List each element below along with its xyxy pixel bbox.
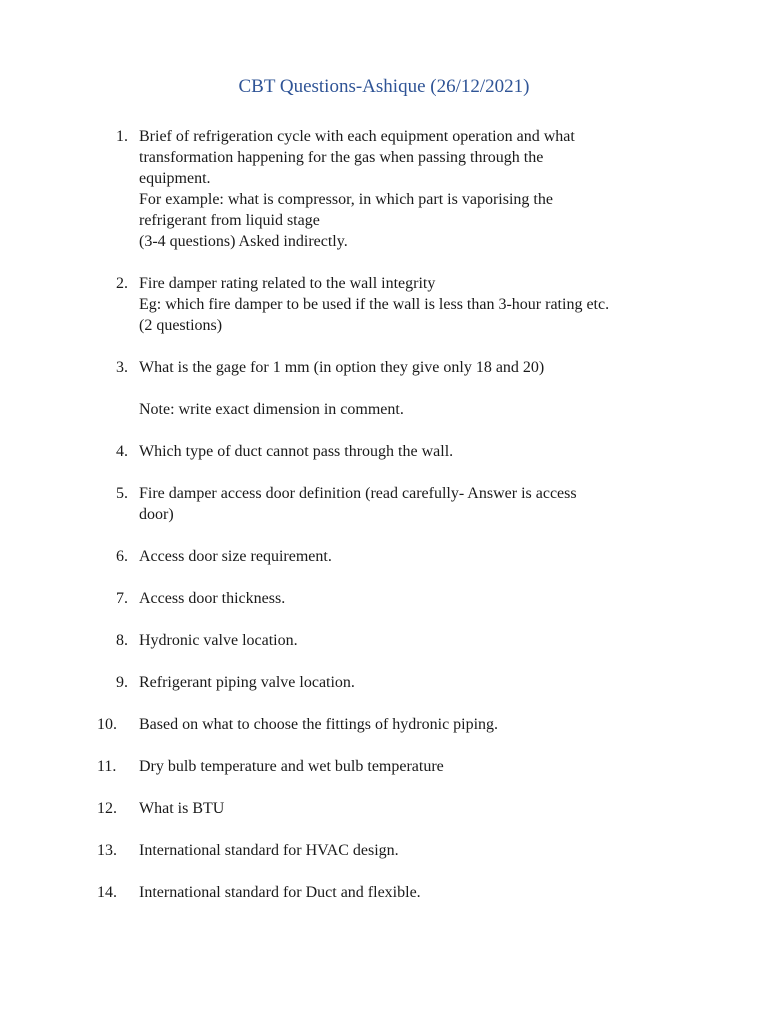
question-line: Fire damper access door definition (read carefully- Answer is access [139,485,577,502]
question-number: 9. [116,674,128,691]
question-number: 2. [116,275,128,292]
question-number: 14. [97,884,117,901]
question-line: transformation happening for the gas when passing through the [139,149,544,166]
question-line: Access door size requirement. [139,548,332,565]
question-number: 13. [97,842,117,859]
question-line: Based on what to choose the fittings of hydronic piping. [139,716,499,733]
question-number: 6. [116,548,128,565]
question-line: door) [139,506,174,523]
question-number: 4. [116,443,128,460]
question-item-4 [118,441,688,462]
question-number: 11. [97,758,117,775]
question-number: 12. [97,800,117,817]
question-item-13 [97,840,688,861]
question-line: International standard for Duct and flexible. [139,884,421,901]
question-item-9 [118,672,688,693]
question-line: International standard for HVAC design. [139,842,399,859]
question-line: What is the gage for 1 mm (in option they give only 18 and 20) [139,359,545,376]
question-item-6 [118,546,688,567]
question-line: What is BTU [139,800,225,817]
document-title: CBT Questions-Ashique (26/12/2021) [238,76,530,97]
question-line: For example: what is compressor, in which part is vaporising the [139,191,553,208]
question-number: 7. [116,590,128,607]
question-note: Note: write exact dimension in comment. [139,401,404,418]
question-line: Hydronic valve location. [139,632,298,649]
question-number: 8. [116,632,128,649]
question-item-11 [97,756,688,777]
question-item-3 [118,357,688,420]
question-list [97,126,688,924]
question-item-14 [97,882,688,903]
question-line: equipment. [139,170,211,187]
question-line: Fire damper rating related to the wall integrity [139,275,436,292]
question-line: refrigerant from liquid stage [139,212,320,229]
question-item-12 [97,798,688,819]
question-item-2 [118,273,688,336]
question-line: Refrigerant piping valve location. [139,674,355,691]
question-line: Which type of duct cannot pass through the wall. [139,443,454,460]
question-line: Access door thickness. [139,590,286,607]
question-line: (3-4 questions) Asked indirectly. [139,233,348,250]
question-number: 10. [97,716,117,733]
question-item-10 [97,714,688,735]
question-number: 5. [116,485,128,502]
question-item-5 [118,483,688,525]
question-number: 3. [116,359,128,376]
question-line: Eg: which fire damper to be used if the wall is less than 3-hour rating etc. [139,296,610,313]
question-line: (2 questions) [139,317,223,334]
question-line: Brief of refrigeration cycle with each equipment operation and what [139,128,575,145]
question-item-1 [118,126,688,252]
question-line: Dry bulb temperature and wet bulb temperature [139,758,444,775]
question-item-7 [118,588,688,609]
question-item-8 [118,630,688,651]
question-number: 1. [116,128,128,145]
